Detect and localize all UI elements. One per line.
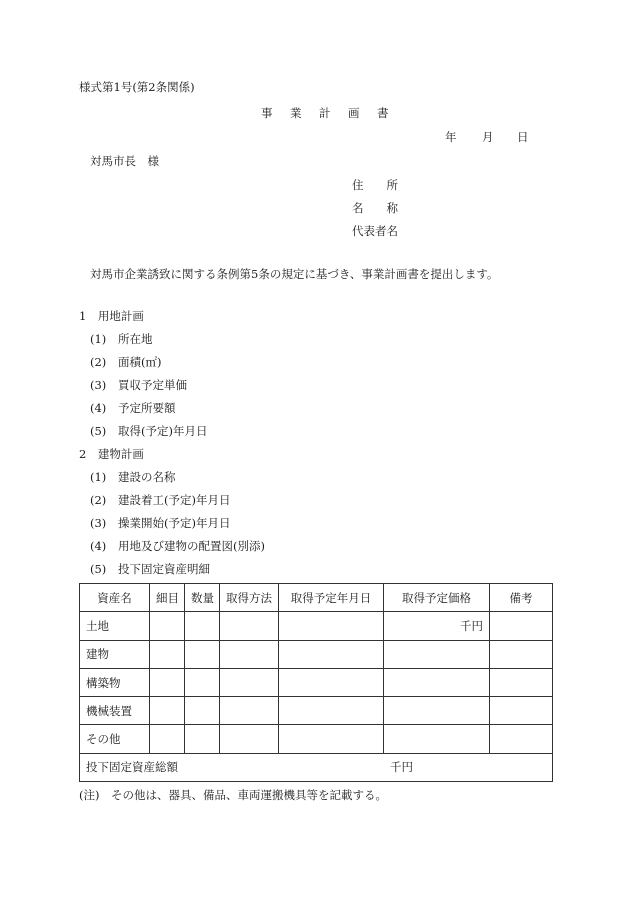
- table-row: [80, 668, 553, 696]
- page-title: 事 業 計 画 書: [261, 106, 392, 120]
- header-quantity: 数量: [185, 584, 220, 612]
- asset-name-cell: 機械装置: [80, 697, 150, 725]
- method-cell[interactable]: [220, 697, 279, 725]
- asset-name-cell: 構築物: [80, 668, 150, 696]
- remarks-cell[interactable]: [490, 725, 553, 753]
- remarks-cell[interactable]: [490, 640, 553, 668]
- detail-cell[interactable]: [150, 725, 185, 753]
- quantity-cell[interactable]: [185, 668, 220, 696]
- section2-item: (2) 建設着工(予定)年月日: [90, 493, 231, 507]
- section2-item: (5) 投下固定資産明細: [90, 562, 210, 576]
- date-cell[interactable]: [279, 612, 384, 640]
- total-unit: 千円: [390, 760, 413, 775]
- date-cell[interactable]: [279, 668, 384, 696]
- price-cell[interactable]: [384, 697, 490, 725]
- remarks-cell[interactable]: [490, 668, 553, 696]
- header-acquisition-method: 取得方法: [220, 584, 279, 612]
- date-year-label: 年: [445, 130, 457, 144]
- section1-item: (3) 買収予定単価: [90, 378, 187, 392]
- method-cell[interactable]: [220, 668, 279, 696]
- header-acquisition-price: 取得予定価格: [384, 584, 490, 612]
- date-month-label: 月: [482, 130, 494, 144]
- remarks-cell[interactable]: [490, 612, 553, 640]
- table-header-row: [80, 584, 553, 612]
- header-detail: 細目: [150, 584, 185, 612]
- body-text: 対馬市企業誘致に関する条例第5条の規定に基づき、事業計画書を提出します。: [90, 267, 499, 281]
- method-cell[interactable]: [220, 725, 279, 753]
- section1-item: (2) 面積(㎡): [90, 355, 162, 369]
- quantity-cell[interactable]: [185, 640, 220, 668]
- asset-name-cell: 建物: [80, 640, 150, 668]
- table-row: [80, 725, 553, 753]
- section1-item: (1) 所在地: [90, 332, 153, 346]
- date-cell[interactable]: [279, 640, 384, 668]
- detail-cell[interactable]: [150, 668, 185, 696]
- asset-name-cell: 土地: [80, 612, 150, 640]
- price-cell[interactable]: [384, 640, 490, 668]
- method-cell[interactable]: [220, 640, 279, 668]
- method-cell[interactable]: [220, 612, 279, 640]
- detail-cell[interactable]: [150, 612, 185, 640]
- price-cell[interactable]: 千円: [384, 612, 490, 640]
- form-label: 様式第1号(第2条関係): [79, 80, 195, 94]
- section1-heading: 1 用地計画: [79, 309, 144, 323]
- addressee: 対馬市長 様: [90, 154, 159, 168]
- remarks-cell[interactable]: [490, 697, 553, 725]
- applicant-name-label: 名 称: [352, 201, 398, 215]
- section2-item: (3) 操業開始(予定)年月日: [90, 516, 231, 530]
- section1-item: (5) 取得(予定)年月日: [90, 424, 208, 438]
- date-cell[interactable]: [279, 697, 384, 725]
- detail-cell[interactable]: [150, 640, 185, 668]
- price-cell[interactable]: [384, 668, 490, 696]
- applicant-representative-label: 代表者名: [352, 224, 398, 238]
- header-acquisition-date: 取得予定年月日: [279, 584, 384, 612]
- section1-item: (4) 予定所要額: [90, 401, 176, 415]
- section2-heading: 2 建物計画: [79, 447, 144, 461]
- quantity-cell[interactable]: [185, 725, 220, 753]
- fixed-asset-table: [79, 583, 553, 782]
- table-total-row: [80, 753, 553, 781]
- date-day-label: 日: [517, 130, 529, 144]
- header-remarks: 備考: [490, 584, 553, 612]
- price-cell[interactable]: [384, 725, 490, 753]
- section2-item: (1) 建設の名称: [90, 470, 176, 484]
- date-cell[interactable]: [279, 725, 384, 753]
- applicant-address-label: 住 所: [352, 178, 398, 192]
- total-label: 投下固定資産総額: [86, 760, 178, 775]
- header-asset-name: 資産名: [80, 584, 150, 612]
- total-cell[interactable]: [80, 753, 553, 781]
- section2-item: (4) 用地及び建物の配置図(別添): [90, 539, 265, 553]
- footnote: (注) その他は、器具、備品、車両運搬機具等を記載する。: [79, 788, 387, 802]
- table-row: [80, 640, 553, 668]
- quantity-cell[interactable]: [185, 697, 220, 725]
- table-row: [80, 612, 553, 640]
- quantity-cell[interactable]: [185, 612, 220, 640]
- detail-cell[interactable]: [150, 697, 185, 725]
- asset-name-cell: その他: [80, 725, 150, 753]
- table-row: [80, 697, 553, 725]
